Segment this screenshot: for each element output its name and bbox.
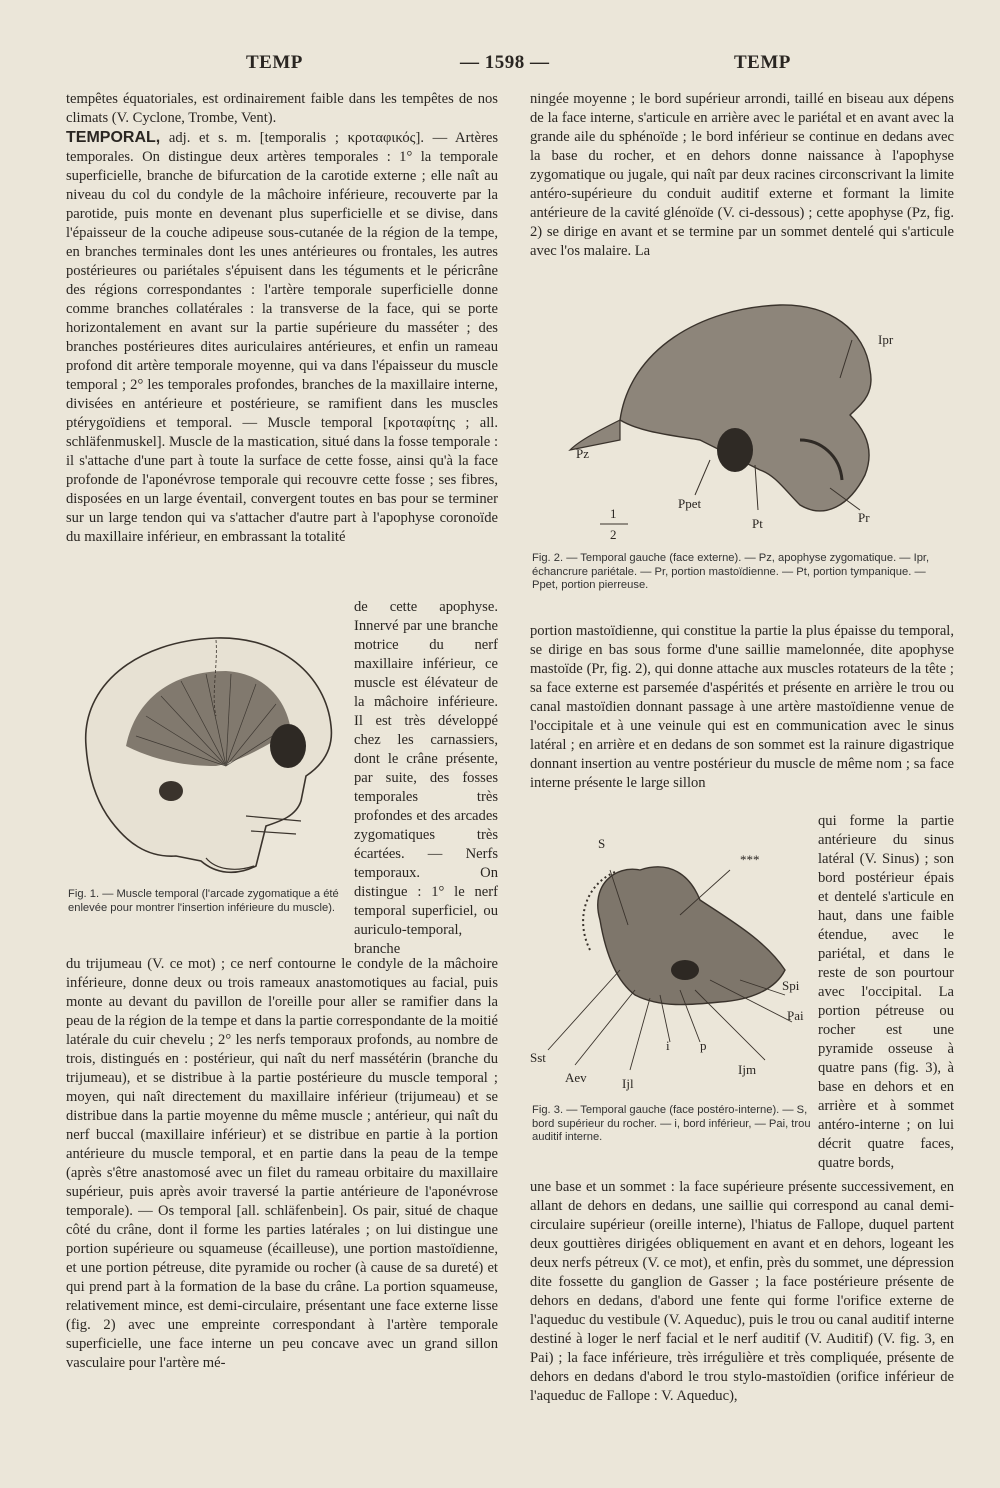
label-ppet: Ppet (678, 496, 702, 511)
paragraph-petreuse: une base et un sommet : la face supérieure présente successivement, en allant de dehors en dedans, une saillie qui correspond au canal demi-circulaire supérieur (oreille interne), l'hiatus de Fallope, duquel partent deux gouttières dirigées obliquement en avant et en dehors, logeant les deux nerfs pétreux (V. ce mot), et enfin, près du sommet, une dépression dite fossette du ganglion de Gasser ; la face postérieure présente de dehors en dedans, d'abord une fente qui forme l'orifice externe de l'aqueduc du vestibule (V. Aqueduc), puis le trou ou canal auditif interne destiné à loger le nerf facial et le nerf auditif (V. Auditif) (V. fig. 3, en Pai) ; la face inférieure, très irrégulière et très compliquée, présente de dehors en dedans d'abord le trou stylo-mastoïdien (orifice inférieur de l'aqueduc de Fallope : V. Aqueduc), (530, 1179, 954, 1404)
left-column-continued (66, 955, 498, 1373)
right-narrow-text: qui forme la partie antérieure du sinus latéral (V. Sinus) ; son bord postérieur épais et dentelé s'articule en haut, dans une faible étendue, avec le pariétal, et dans le reste de son pourtour avec l'occipital. La portion pétreuse ou rocher est une pyramide osseuse à quatre pans (fig. 3), à base en dehors et en arrière et à sommet antéro-interne ; on lui décrit quatre faces, quatre bords, (818, 813, 954, 1171)
scale-numerator: 1 (610, 506, 617, 521)
figure-3-caption: Fig. 3. — Temporal gauche (face postéro-interne). — S, bord supérieur du rocher. — i, bord inférieur, — Pai, trou auditif interne. (532, 1104, 811, 1143)
label-ipr: Ipr (878, 332, 894, 347)
left-narrow-text: de cette apophyse. Innervé par une branche motrice du nerf maxillaire inférieur, ce muscle est élévateur de la mâchoire inférieure. Il est très développé chez les carnassiers, dont le crâne présente, par suite, des fosses temporales très profondes et des arcades zygomatiques très écartées. — Nerfs temporaux. On distingue : 1° le nerf temporal superficiel, ou auriculo-temporal, branche (354, 599, 498, 957)
label-pai: Pai (787, 1008, 804, 1023)
figure-2-temporal-external (560, 290, 940, 545)
label-pr: Pr (858, 510, 870, 525)
paragraph-mastoidienne: portion mastoïdienne, qui constitue la partie la plus épaisse du temporal, se dirige en bas sous forme d'une saillie mamelonnée, dite apophyse mastoïde (Pr, fig. 2), qui donne attache aux muscles rotateurs de la tête ; sa face externe est parsemée d'aspérités et présente en arrière le trou ou canal mastoïdien donnant passage à une artère mastoïdienne venue de l'occipitale et à une veinule qui est en communication avec le sinus latéral ; en arrière et en dedans de son sommet est la rainure digastrique donnant insertion au ventre postérieur du muscle de même nom ; sa face interne présente le large sillon (530, 623, 954, 791)
paragraph-squameuse: ningée moyenne ; le bord supérieur arrondi, taillé en biseau aux dépens de la face interne, s'articule en arrière avec le pariétal et en avant avec la grande aile du sphénoïde ; le bord inférieur se continue en dedans avec la base du rocher, et en dehors donne naissance à l'apophyse zygomatique ou jugale, qui naît par deux racines circonscrivant la limite antéro-supérieure du conduit auditif externe et formant la limite antérieure de la cavité glénoïde (V. ci-dessous) ; cette apophyse (Pz, fig. 2) se dirige en avant et se termine par un sommet dentelé qui s'articule avec l'os malaire. La (530, 91, 954, 259)
paragraph-tempete-end: tempêtes équatoriales, est ordinairement faible dans les tempêtes de nos climats (V. Cyclone, Trombe, Vent). (66, 91, 498, 126)
label-ijm: Ijm (738, 1062, 757, 1077)
figure-2-caption: Fig. 2. — Temporal gauche (face externe). — Pz, apophyse zygomatique. — Ipr, échancrure pariétale. — Pr, portion mastoïdienne. — Pt, portion tympanique. — Ppet, portion pierreuse. (532, 552, 930, 591)
running-head-left: TEMP (246, 52, 303, 73)
label-pz: Pz (576, 446, 589, 461)
running-head-right: TEMP (734, 52, 791, 73)
paragraph-temporal (66, 128, 498, 547)
temporal-external-illustration (560, 290, 940, 545)
right-column-mastoid (530, 622, 954, 793)
figure-1-skull (66, 626, 346, 881)
label-i: i (666, 1038, 670, 1053)
label-stars: *** (740, 852, 760, 867)
label-aev: Aev (565, 1070, 587, 1085)
label-p: p (700, 1038, 707, 1053)
label-sst: Sst (530, 1050, 546, 1065)
left-column (66, 90, 498, 547)
right-column (530, 90, 954, 261)
skull-illustration (66, 626, 346, 881)
entry-text: adj. et s. m. [temporalis ; κροταφικός]. — Artères temporales. On distingue deux artères temporales : 1° la temporale superficielle, branche de bifurcation de la carotide externe ; elle naît au niveau du col du condyle de la mâchoire inférieure, recouverte par la parotide, puis monte en devenant plus superficielle et se divise, dans l'épaisseur de la couche adipeuse sous-cutanée de la région de la tempe, en branches terminales dont les unes antérieures ou frontales, les autres postérieures ou pariétales s'épuisent dans les téguments et le péricrâne des régions correspondantes : l'artère temporale superficielle donne comme branches collatérales : la transverse de la face, qui se porte horizontalement en avant sur la partie supérieure du masséter ; des branches postérieures dites auriculaires antérieures, et enfin un rameau profond dit artère temporale moyenne, qui va dans l'épaisseur du muscle temporal ; 2° les temporales profondes, branches de la maxillaire interne, divisées en antérieure et postérieure, se ramifient dans les muscles ptérygoïdiens et temporal. — Muscle temporal [κροταφίτης ; all. schläfenmuskel]. Muscle de la mastication, situé dans la fosse temporale : il s'attache d'une part à toute la surface de cette fosse, ainsi qu'à la face profonde de l'aponévrose temporale qui recouvre cette fosse ; ses fibres, disposées en un large éventail, convergent toutes en bas pour se terminer sur un large tendon qui va s'attacher d'autre part à l'apophyse coronoïde du maxillaire inférieur, en embrassant la totalité (66, 130, 498, 545)
right-column-continued (530, 1178, 954, 1406)
scale-denominator: 2 (610, 527, 617, 542)
label-ijl: Ijl (622, 1076, 634, 1091)
label-s: S (598, 836, 606, 851)
entry-headword: TEMPORAL, (66, 129, 161, 146)
label-pt: Pt (752, 516, 763, 531)
temporal-posterior-illustration (530, 830, 820, 1100)
page-number: — 1598 — (460, 52, 550, 73)
label-spi: Spi (782, 978, 800, 993)
figure-3-temporal-posterior (530, 830, 820, 1100)
figure-1-caption: Fig. 1. — Muscle temporal (l'arcade zygomatique a été enlevée pour montrer l'insertion inférieure du muscle). (68, 888, 339, 914)
paragraph-nerfs-os: du trijumeau (V. ce mot) ; ce nerf contourne le condyle de la mâchoire inférieure, donne deux ou trois rameaux anastomotiques au facial, puis monte au devant du pavillon de l'oreille pour aller se ramifier dans la peau de la région de la tempe et dans la partie correspondante de la moitié latérale du cuir chevelu ; 2° les nerfs temporaux profonds, au nombre de trois, distingués en : postérieur, qui naît du nerf massétérin (branche du trijumeau), et se distribue à la partie postérieure du muscle temporal ; moyen, qui naît directement du maxillaire inférieur (trijumeau) et se distribue dans la partie moyenne du même muscle ; antérieur, qui naît du nerf buccal (maxillaire inférieur) et se distribue en partie à la portion antérieure du muscle temporal, et en partie dans la peau de la tempe (après s'être anastomosé avec un filet du rameau orbitaire du maxillaire supérieur, puis après avoir traversé la partie antérieure de l'aponévrose temporale). — Os temporal [all. schläfenbein]. Os pair, situé de chaque côté du crâne, dont il forme les parties latérales ; on lui distingue une portion supérieure ou squameuse (écailleuse), une portion mastoïdienne, et une portion pétreuse, dite pyramide ou rocher (à cause de sa dureté) et qui prend part à la formation de la base du crâne. La portion squameuse, relativement mince, est demi-circulaire, présentant une face externe lisse (fig. 2) avec une empreinte correspondant à l'artère temporale superficielle, une face interne un peu concave avec un grand sillon vasculaire pour l'artère mé- (66, 956, 498, 1371)
